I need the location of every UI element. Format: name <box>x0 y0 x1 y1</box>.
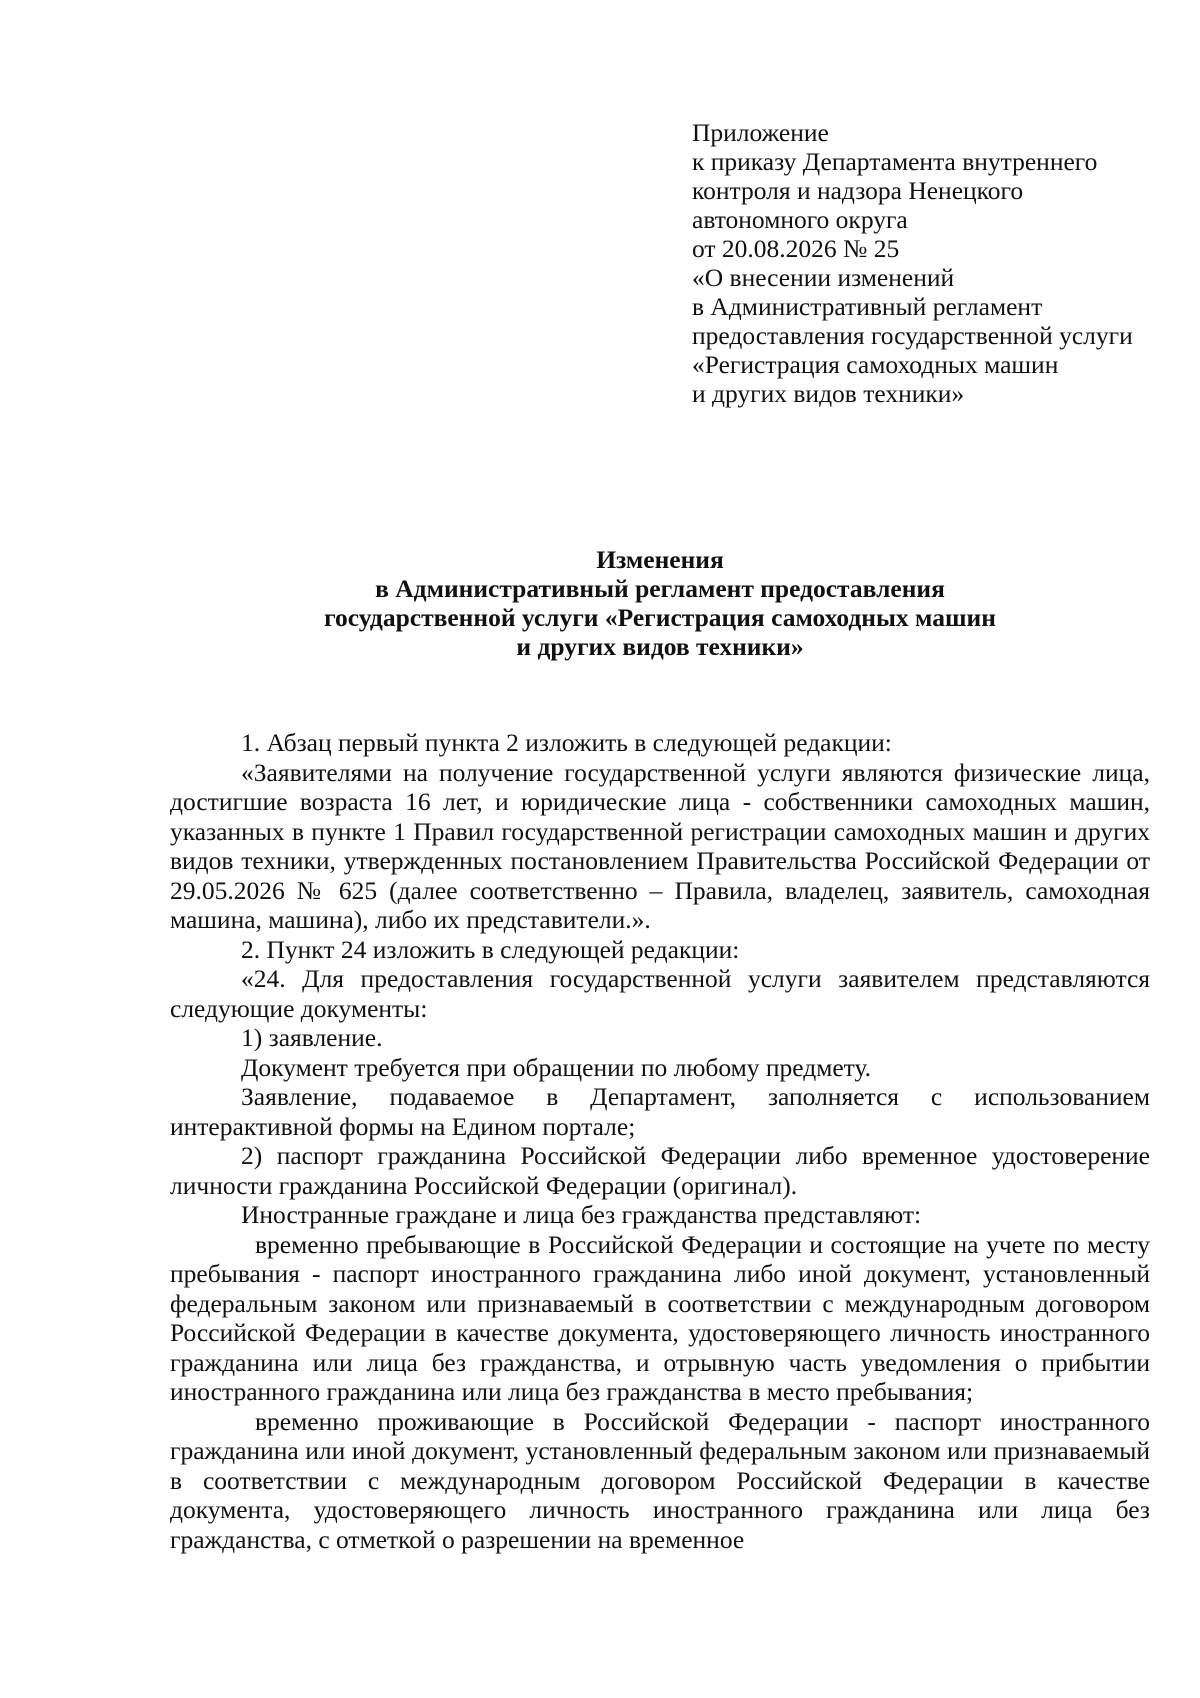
title-line: Изменения <box>596 545 724 574</box>
title-line: и других видов техники» <box>516 632 804 661</box>
title-line: государственной услуги «Регистрация самоходных машин <box>324 603 996 632</box>
paragraph: временно пребывающие в Российской Федерации и состоящие на учете по месту пребывания - паспорт иностранного гражданина либо иной документ, установленный федеральным законом или признаваемый в соответствии с международным договором Российской Федерации в качестве документа, удостоверяющего личность иностранного гражданина или лица без гражданства, и отрывную часть уведомления о прибытии иностранного гражданина или лица без гражданства в место пребывания; <box>170 1229 1150 1406</box>
paragraph: «24. Для предоставления государственной услуги заявителем представляются следующие документы: <box>170 964 1150 1023</box>
paragraph: временно проживающие в Российской Федерации - паспорт иностранного гражданина или иной документ, установленный федеральным законом или признаваемый в соответствии с международным договором Российской Федерации в качестве документа, удостоверяющего личность иностранного гражданина или лица без гражданства, с отметкой о разрешении на временное <box>170 1406 1150 1554</box>
paragraph: Иностранные граждане и лица без гражданства представляют: <box>241 1200 922 1229</box>
appendix-block <box>692 118 1172 408</box>
document-title <box>160 545 1160 661</box>
paragraph: «Заявителями на получение государственной услуги являются физические лица, достигшие возраста 16 лет, и юридические лица - собственники самоходных машин, указанных в пункте 1 Правил государственной регистрации самоходных машин и других видов техники, утвержденных постановлением Правительства Российской Федерации от 29.05.2026 № 625 (далее соответственно – Правила, владелец, заявитель, самоходная машина, машина), либо их представители.». <box>170 757 1150 934</box>
appendix-line: автономного округа <box>692 205 908 234</box>
paragraph: 1. Абзац первый пункта 2 изложить в следующей редакции: <box>241 728 892 757</box>
appendix-line: Приложение <box>692 118 829 147</box>
paragraph: 2. Пункт 24 изложить в следующей редакции: <box>241 934 740 964</box>
paragraph: Заявление, подаваемое в Департамент, заполняется с использованием интерактивной формы на Едином портале; <box>170 1082 1150 1141</box>
appendix-line: «О внесении изменений <box>692 263 955 292</box>
document-body <box>170 728 1150 1554</box>
appendix-line: и других видов техники» <box>692 379 965 408</box>
appendix-line: «Регистрация самоходных машин <box>692 350 1059 379</box>
appendix-line: предоставления государственной услуги <box>692 321 1133 350</box>
appendix-line: в Административный регламент <box>692 292 1043 321</box>
title-line: в Административный регламент предоставления <box>375 574 945 603</box>
paragraph: 1) заявление. <box>241 1023 383 1052</box>
appendix-line: контроля и надзора Ненецкого <box>692 176 1024 205</box>
paragraph: Документ требуется при обращении по любому предмету. <box>241 1052 872 1082</box>
appendix-line: от 20.08.2026 № 25 <box>692 234 900 263</box>
paragraph: 2) паспорт гражданина Российской Федерации либо временное удостоверение личности гражданина Российской Федерации (оригинал). <box>170 1141 1150 1200</box>
appendix-line: к приказу Департамента внутреннего <box>692 147 1098 176</box>
